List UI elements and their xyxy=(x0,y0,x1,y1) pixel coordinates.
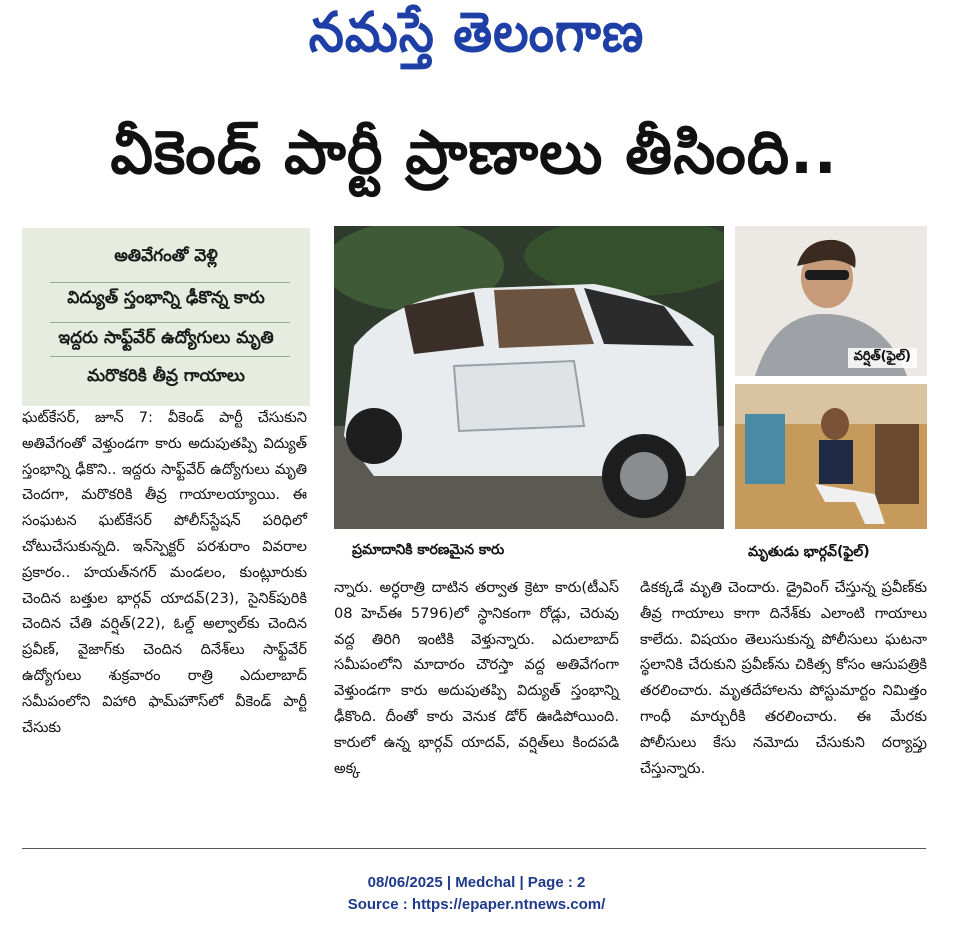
subhead-line-2: విద్యుత్ స్తంభాన్ని ఢీకొన్న కారు xyxy=(67,288,265,308)
article-text: ఘట్‌కేసర్, జూన్ 7: వీకెండ్ పార్టీ చేసుకుని అతివేగంతో వెళ్తుండగా కారు అదుపుతప్పి విద్యుత్ స్తంభాన్ని ఢీకొని.. ఇద్దరు సాఫ్ట్‌వేర్ ఉద్యోగులు మృతి చెందగా, మరొకరికి తీవ్ర గాయాలయ్యాయి. ఈ సంఘటన ఘట్‌కేసర్ పోలీస్‌స్టేషన్ పరిధిలో చోటుచేసుకున్నది. ఇన్‌స్పెక్టర్ పరశురాం వివరాల ప్రకారం.. హయత్‌నగర్ మండలం, కుంట్లూరుకు చెందిన బత్తుల భార్గవ్ యాదవ్(23), సైనిక్‌పురికి చెందిన చేతి వర్షిత్(22), ఓల్డ్ అల్వాల్‌కు చెందిన ప్రవీణ్, వైజాగ్‌కు చెందిన దినేశ్‌లు సాఫ్ట్‌వేర్ ఉద్యోగులు శుక్రవారం రాత్రి ఎదులాబాద్ సమీపంలోని విహారి ఫామ్‌హౌస్‌లో వీకెండ్ పార్టీ చేసుకు xyxy=(22,409,307,736)
bottom-rule xyxy=(22,848,926,849)
article-text: న్నారు. అర్ధరాత్రి దాటిన తర్వాత క్రెటా కారు(టీఎస్ 08 హెచ్‌ఈ 5796)లో స్థానికంగా రోడ్లు, చెరువు వద్ద తిరిగి ఇంటికి వెళ్తున్నారు. ఎదులాబాద్ సమీపంలోని మాదారం చౌరస్తా వద్ద అతివేగంగా వెళ్తుండగా కారు అదుపుతప్పి విద్యుత్ స్తంభాన్ని ఢీకొంది. దీంతో కారు వెనుక డోర్ ఊడిపోయింది. కారులో ఉన్న భార్గవ్ యాదవ్, వర్షిత్‌లు కిందపడి అక్క xyxy=(334,579,619,777)
car-crash-illustration xyxy=(334,226,724,529)
varshith-photo xyxy=(735,226,927,376)
footer-source-link[interactable]: Source : https://epaper.ntnews.com/ xyxy=(347,896,606,913)
masthead-logo xyxy=(0,0,953,78)
subhead-divider xyxy=(50,322,290,323)
car-photo-caption: ప్రమాదానికి కారణమైన కారు xyxy=(352,542,505,558)
bhargav-photo xyxy=(735,384,927,529)
varshith-caption: వర్షిత్(ఫైల్) xyxy=(848,348,917,368)
subhead-divider xyxy=(50,282,290,283)
footer-dateline: 08/06/2025 | Medchal | Page : 2 xyxy=(367,874,586,891)
bhargav-portrait xyxy=(735,384,927,529)
article-column-1 xyxy=(22,405,307,740)
masthead-title: నమస్తే తెలంగాణ xyxy=(308,0,645,65)
subhead-box xyxy=(22,228,310,406)
subhead-line-1: అతివేగంతో వెళ్లి xyxy=(114,246,218,266)
article-column-2 xyxy=(334,575,619,781)
subhead-divider xyxy=(50,356,290,357)
bhargav-photo-caption: మృతుడు భార్గవ్(ఫైల్) xyxy=(748,544,870,560)
article-column-3 xyxy=(640,575,927,781)
car-crash-photo xyxy=(334,226,724,529)
subhead-line-3: ఇద్దరు సాఫ్ట్‌వేర్ ఉద్యోగులు మృతి xyxy=(58,328,274,348)
headline: వీకెండ్ పార్టీ ప్రాణాలు తీసింది.. xyxy=(110,118,838,188)
subhead-line-4: మరొకరికి తీవ్ర గాయాలు xyxy=(87,366,245,386)
article-text: డికక్కడే మృతి చెందారు. డ్రైవింగ్ చేస్తున్న ప్రవీణ్‌కు తీవ్ర గాయాలు కాగా దినేశ్‌కు ఎలాంటి గాయాలు కాలేదు. విషయం తెలుసుకున్న పోలీసులు ఘటనా స్థలానికి చేరుకుని ప్రవీణ్‌ను చికిత్స కోసం ఆసుపత్రికి తరలించారు. మృతదేహాలను పోస్టుమార్టం నిమిత్తం గాంధీ మార్చురీకి తరలించారు. ఈ మేరకు పోలీసులు కేసు నమోదు చేసుకుని దర్యాప్తు చేస్తున్నారు. xyxy=(640,579,927,777)
